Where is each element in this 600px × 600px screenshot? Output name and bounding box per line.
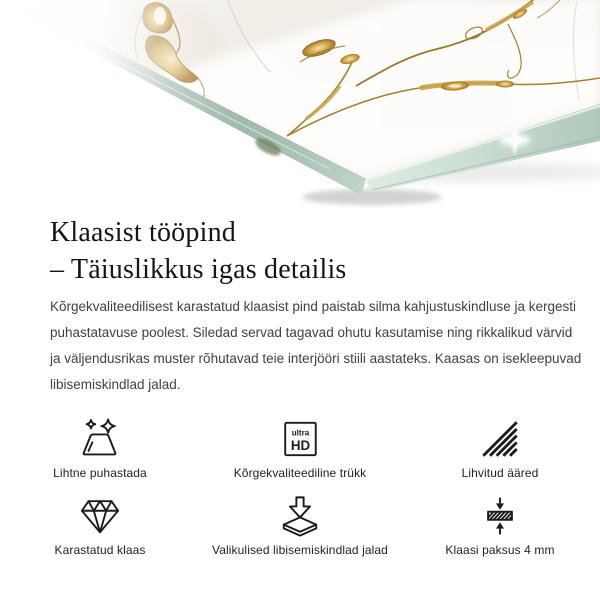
feature-label: Lihvitud ääred (461, 466, 539, 480)
feature-label: Valikulised libisemiskindlad jalad (212, 543, 388, 557)
title-line-1: Klaasist tööpind (50, 217, 236, 248)
feature-label: Karastatud klaas (54, 543, 146, 557)
feature-label: Kõrgekvaliteediline trükk (233, 466, 367, 480)
hero-image (0, 0, 600, 210)
feature-easy-clean (0, 418, 200, 481)
thickness-arrows-icon (479, 495, 521, 537)
features-grid (0, 418, 600, 558)
product-description (50, 294, 582, 398)
feature-anti-slip-feet (200, 495, 400, 558)
description-line: libisemiskindlad jalad. (50, 377, 181, 392)
text-section (0, 214, 600, 558)
feature-glass-thickness (400, 495, 600, 558)
sparkle-surface-icon (79, 418, 121, 460)
ultra-hd-text-bottom: HD (290, 437, 311, 453)
feature-polished-edges (400, 418, 600, 481)
ultra-hd-text-top: ultra (291, 428, 310, 438)
left-fade (0, 0, 240, 210)
description-line: puhastatavuse poolest. Siledad servad tagavad ohutu kasutamise ning rikkalikud värvid (50, 325, 573, 340)
polished-edges-icon (479, 418, 521, 460)
description-line: ja väljendusrikas muster rõhutavad teie interjööri stiili aastateks. Kaasas on isekleepuvad (50, 351, 582, 366)
feature-label: Klaasi paksus 4 mm (445, 543, 555, 557)
ultra-hd-icon (279, 418, 321, 460)
description-line: Kõrgekvaliteedilisest karastatud klaasist pind paistab silma kahjustuskindluse ja kergesti (50, 299, 577, 314)
feature-hq-print (200, 418, 400, 481)
diamond-icon (79, 495, 121, 537)
feature-label: Lihtne puhastada (53, 466, 147, 480)
arrow-into-mat-icon (279, 495, 321, 537)
feature-tempered-glass (0, 495, 200, 558)
title-line-2: – Täiuslikkus igas detailis (50, 254, 347, 285)
page-title (50, 214, 550, 288)
